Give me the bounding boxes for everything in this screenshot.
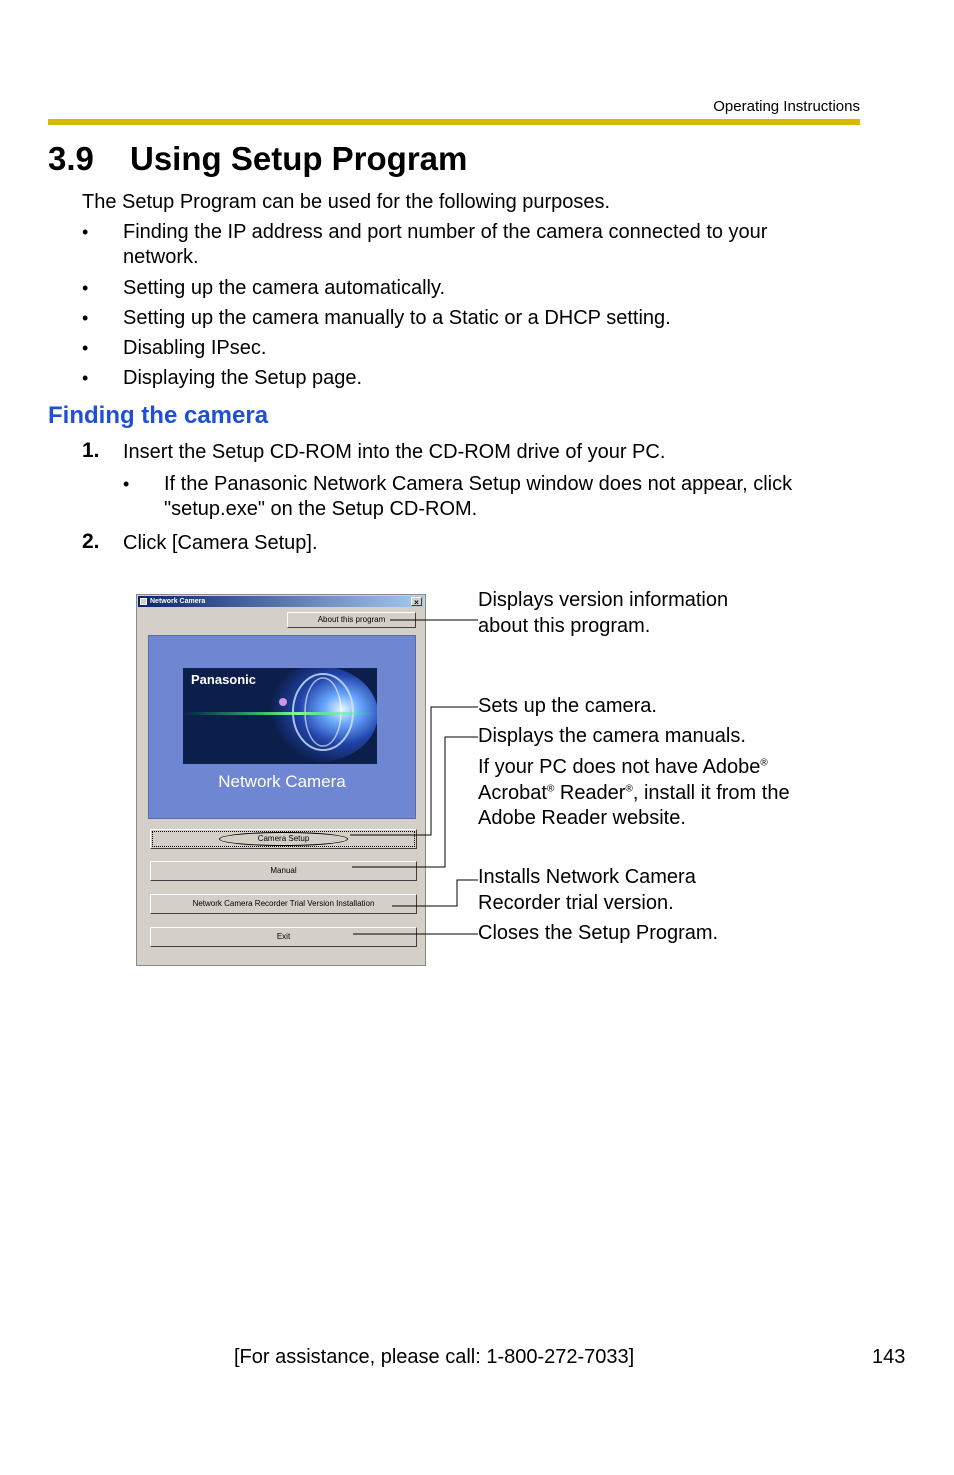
callout-adobe — [478, 755, 798, 832]
registered-mark: ® — [760, 757, 768, 769]
callout-exit: Closes the Setup Program. — [478, 922, 719, 944]
brand-label: Panasonic — [191, 672, 257, 687]
adobe-text: Acrobat — [478, 781, 547, 804]
list-item: Finding the IP address and port number of the camera connected to your network. — [123, 221, 768, 268]
list-item: Displaying the Setup page. — [123, 367, 363, 389]
step-number: 2. — [82, 530, 100, 553]
camera-setup-label: Camera Setup — [219, 832, 349, 846]
footer-assistance: [For assistance, please call: 1-800-272-7033] — [234, 1346, 635, 1368]
banner-caption: Network Camera — [218, 772, 346, 791]
list-item: Setting up the camera manually to a Static or a DHCP setting. — [123, 307, 671, 329]
running-header: Operating Instructions — [713, 98, 860, 115]
list-item: Setting up the camera automatically. — [123, 277, 446, 299]
step-text: Click [Camera Setup]. — [123, 532, 318, 554]
subheading: Finding the camera — [48, 402, 269, 429]
callout-recorder: Installs Network Camera Recorder trial version. — [478, 866, 696, 914]
bullet: • — [82, 368, 89, 388]
leader-setup — [350, 707, 478, 835]
recorder-install-button[interactable]: Network Camera Recorder Trial Version Installation — [150, 894, 417, 914]
adobe-text: , install it from the Adobe Reader website. — [478, 781, 790, 829]
about-button[interactable]: About this program — [287, 612, 416, 628]
registered-mark: ® — [546, 782, 555, 794]
close-icon[interactable]: × — [411, 597, 422, 606]
manual-button[interactable]: Manual — [150, 861, 417, 881]
leader-manual — [352, 737, 478, 867]
step-number: 1. — [82, 439, 100, 462]
leader-recorder — [392, 880, 478, 906]
step-text: Insert the Setup CD-ROM into the CD-ROM drive of your PC. — [123, 441, 666, 463]
adobe-text: If your PC does not have Adobe — [478, 756, 761, 778]
bullet: • — [82, 308, 89, 328]
section-number: 3.9 — [48, 140, 94, 177]
bullet: • — [82, 222, 89, 242]
intro-text: The Setup Program can be used for the following purposes. — [82, 191, 611, 213]
registered-mark: ® — [625, 782, 633, 794]
callout-about: Displays version information about this program. — [478, 589, 729, 637]
exit-button[interactable]: Exit — [150, 927, 417, 947]
section-heading: Using Setup Program — [130, 140, 468, 177]
bullet: • — [82, 278, 89, 298]
list-item: Disabling IPsec. — [123, 337, 267, 359]
bullet: • — [82, 338, 89, 358]
step-subnote: If the Panasonic Network Camera Setup window does not appear, click "setup.exe" on the Setup CD-ROM. — [164, 473, 793, 520]
callout-setup: Sets up the camera. — [478, 695, 657, 717]
dialog-title: Network Camera — [150, 598, 206, 605]
adobe-text: Reader — [554, 781, 626, 804]
callout-manual: Displays the camera manuals. — [478, 725, 746, 747]
page-number: 143 — [872, 1346, 906, 1368]
bullet: • — [123, 474, 130, 494]
